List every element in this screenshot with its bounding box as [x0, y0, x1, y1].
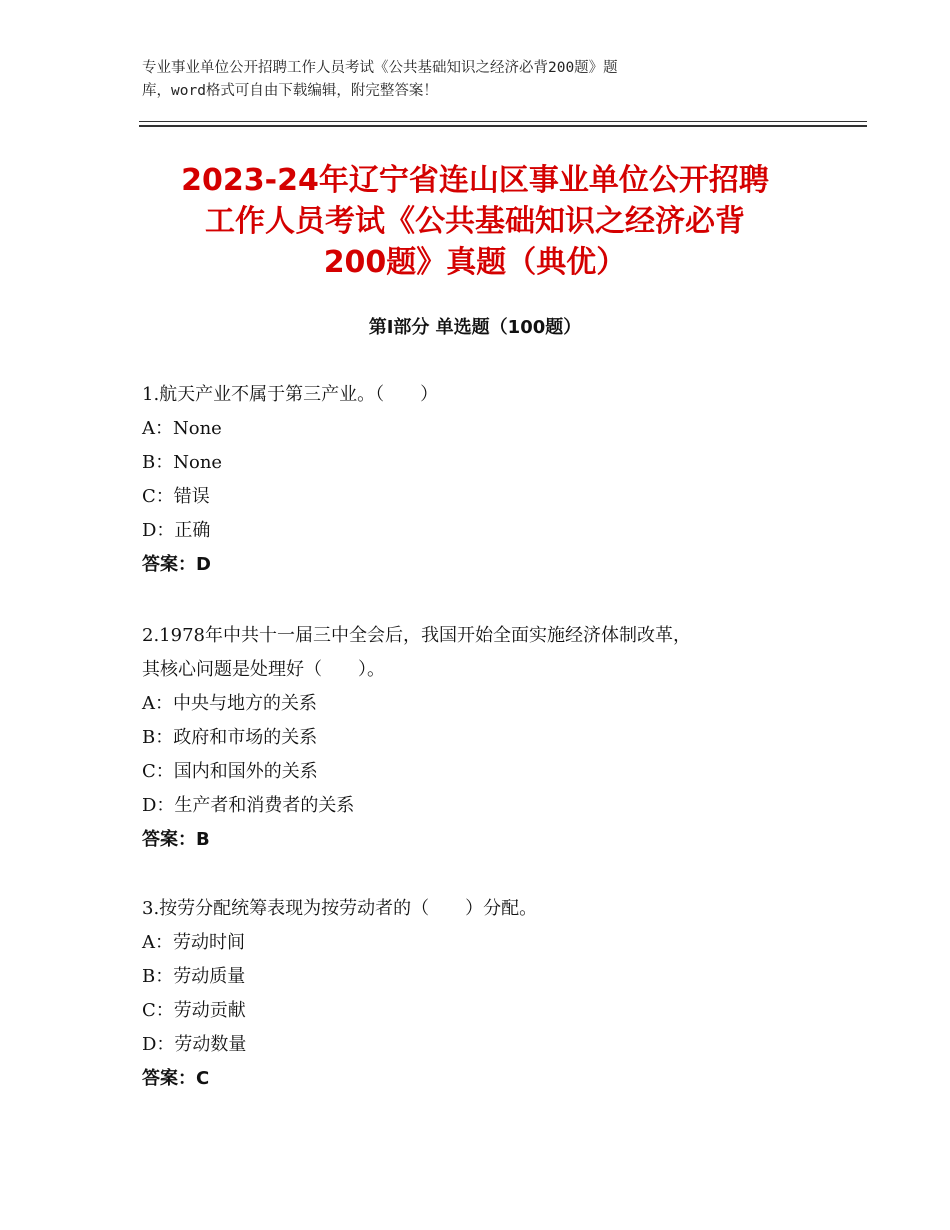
option-c: C：错误	[142, 486, 210, 507]
option-a: A：中央与地方的关系	[142, 693, 317, 714]
option-d: D：正确	[142, 520, 211, 541]
header-divider	[139, 125, 867, 127]
title-line: 200题》真题（典优）	[323, 245, 627, 280]
header-note-line: 库，word格式可自由下载编辑，附完整答案！	[142, 83, 438, 99]
title-line: 工作人员考试《公共基础知识之经济必背	[205, 204, 745, 239]
document-title	[110, 160, 840, 283]
answer-line: 答案：D	[142, 554, 211, 575]
option-d: D：劳动数量	[142, 1034, 247, 1055]
option-b: B：劳动质量	[142, 966, 246, 987]
option-d: D：生产者和消费者的关系	[142, 795, 355, 816]
header-divider	[139, 121, 867, 122]
option-a: A：None	[142, 418, 222, 439]
question-block	[142, 619, 822, 857]
question-stem: 3.按劳分配统筹表现为按劳动者的（ ）分配。	[142, 898, 538, 919]
answer-line: 答案：B	[142, 829, 210, 850]
answer-line: 答案：C	[142, 1068, 210, 1089]
option-c: C：劳动贡献	[142, 1000, 246, 1021]
question-block	[142, 378, 822, 582]
section-title: 第Ⅰ部分 单选题（100题）	[368, 317, 582, 338]
option-c: C：国内和国外的关系	[142, 761, 318, 782]
question-block	[142, 892, 822, 1096]
question-stem: 1.航天产业不属于第三产业。（ ）	[142, 384, 439, 405]
header-note	[142, 57, 782, 103]
question-stem: 2.1978年中共十一届三中全会后，我国开始全面实施经济体制改革，	[142, 625, 691, 646]
title-line: 2023-24年辽宁省连山区事业单位公开招聘	[181, 163, 769, 198]
option-b: B：政府和市场的关系	[142, 727, 318, 748]
option-b: B：None	[142, 452, 223, 473]
question-stem: 其核心问题是处理好（ ）。	[142, 659, 385, 680]
option-a: A：劳动时间	[142, 932, 245, 953]
header-note-line: 专业事业单位公开招聘工作人员考试《公共基础知识之经济必背200题》题	[142, 60, 618, 76]
